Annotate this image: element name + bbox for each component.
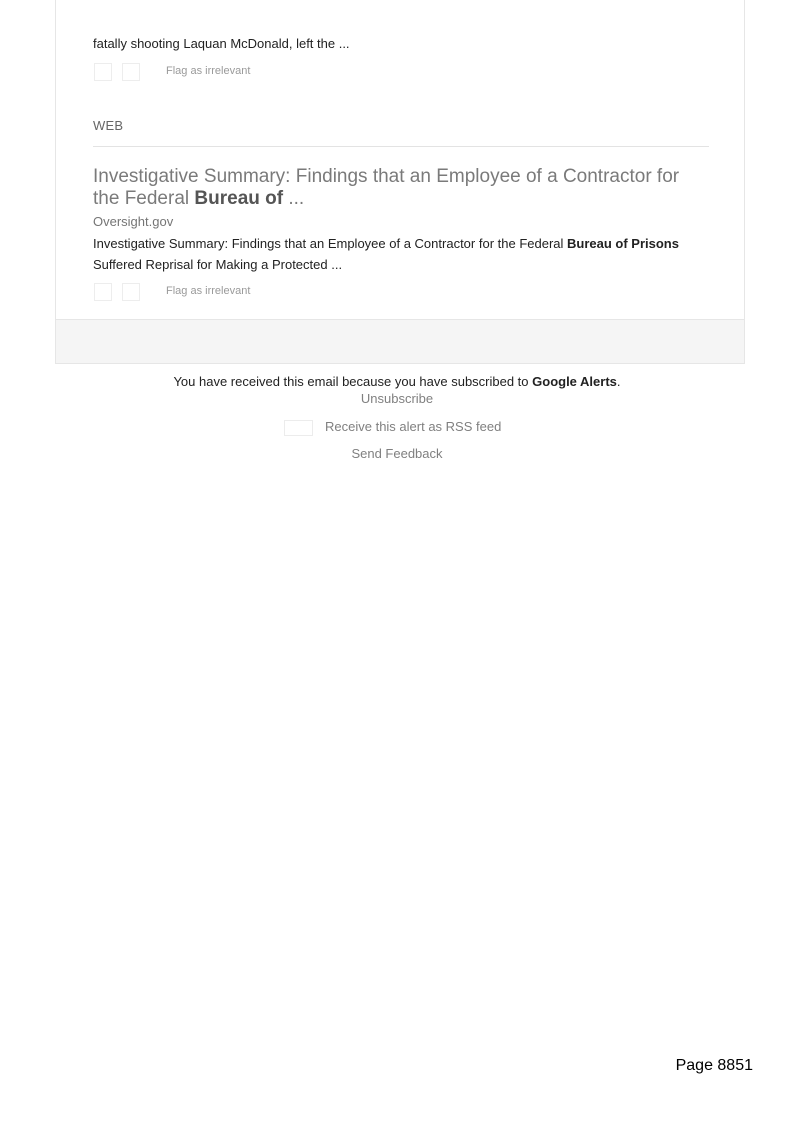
share-icon-2[interactable]: [122, 63, 140, 81]
flag-irrelevant-link[interactable]: Flag as irrelevant: [166, 65, 251, 77]
rss-icon: [284, 420, 313, 436]
result-title-link[interactable]: Investigative Summary: Findings that an Employee of a Contractor for the Federal Bureau of ...: [93, 166, 680, 209]
page-number: Page 8851: [675, 1057, 753, 1074]
send-feedback-link[interactable]: Send Feedback: [351, 446, 443, 461]
subscription-notice: You have received this email because you have subscribed to Google Alerts.: [173, 374, 621, 389]
share-icon[interactable]: [94, 63, 112, 81]
share-icon[interactable]: [94, 283, 112, 301]
share-icon-2[interactable]: [122, 283, 140, 301]
result-snippet: fatally shooting Laquan McDonald, left the ...: [93, 36, 350, 51]
result-source: Oversight.gov: [93, 214, 174, 229]
result-snippet: Investigative Summary: Findings that an Employee of a Contractor for the Federal Bureau of Prisons Suffered Reprisal for Making a Protected ...: [93, 236, 679, 272]
card-footer: [56, 319, 744, 363]
section-label-web: WEB: [93, 118, 124, 133]
divider: [93, 146, 709, 147]
unsubscribe-link[interactable]: Unsubscribe: [360, 391, 434, 406]
alert-card: [55, 0, 745, 364]
rss-label: Receive this alert as RSS feed: [325, 419, 502, 434]
flag-irrelevant-link[interactable]: Flag as irrelevant: [166, 285, 251, 297]
